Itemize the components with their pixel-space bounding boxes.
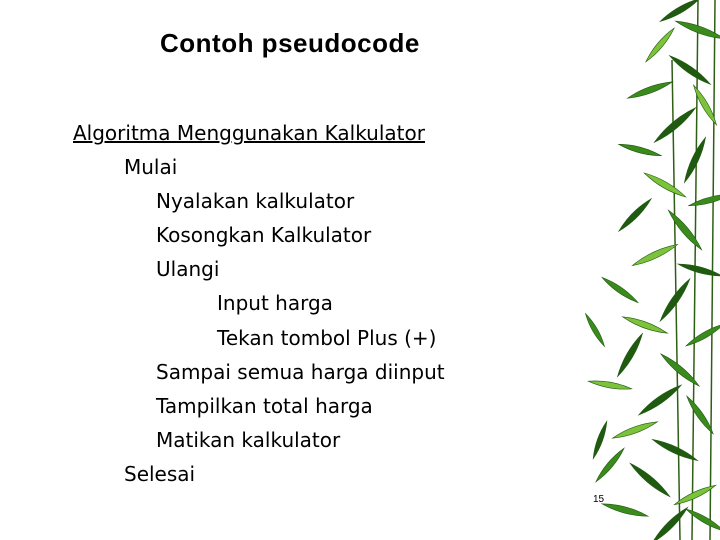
bamboo-leaf <box>668 53 713 87</box>
bamboo-leaf <box>685 322 720 349</box>
bamboo-leaf <box>618 142 662 159</box>
pseudocode-line-matikan: Matikan kalkulator <box>156 428 341 452</box>
slide-title: Contoh pseudocode <box>160 28 420 58</box>
bamboo-leaf <box>588 378 632 391</box>
pseudocode-line-selesai: Selesai <box>124 462 196 486</box>
bamboo-leaf <box>594 446 627 483</box>
bamboo-leaf <box>626 79 673 101</box>
pseudocode-line-nyalakan: Nyalakan kalkulator <box>156 189 355 213</box>
bamboo-leaf <box>615 332 646 379</box>
bamboo-leaf <box>651 436 699 463</box>
pseudocode-line-ulangi: Ulangi <box>156 257 220 281</box>
pseudocode-line-tekan-tombol: Tekan tombol Plus (+) <box>217 326 437 350</box>
bamboo-leaf <box>643 170 688 199</box>
bamboo-leaf <box>591 420 610 459</box>
bamboo-leaf <box>583 312 606 347</box>
pseudocode-line-tampilkan: Tampilkan total harga <box>156 394 373 418</box>
bamboo-leaf <box>659 351 701 388</box>
pseudocode-line-kosongkan: Kosongkan Kalkulator <box>156 223 372 247</box>
bamboo-leaf <box>631 241 679 268</box>
pseudocode-line-sampai: Sampai semua harga diinput <box>156 360 445 384</box>
pseudocode-line-mulai: Mulai <box>124 155 178 179</box>
page-number: 15 <box>593 494 605 505</box>
bamboo-leaf <box>650 505 690 540</box>
bamboo-leaf <box>677 261 720 279</box>
bamboo-leaf <box>688 192 720 209</box>
bamboo-leaf <box>652 105 698 145</box>
bamboo-leaf <box>659 0 702 24</box>
bamboo-leaf <box>628 461 672 500</box>
bamboo-leaf <box>685 507 720 534</box>
algorithm-heading: Algoritma Menggunakan Kalkulator <box>73 121 425 145</box>
pseudocode-line-input-harga: Input harga <box>217 291 333 315</box>
bamboo-leaf <box>601 501 649 519</box>
bamboo-leaf <box>681 136 708 184</box>
bamboo-leaves-icon <box>580 0 720 540</box>
bamboo-leaf <box>611 419 658 441</box>
bamboo-leaf <box>637 382 683 417</box>
bamboo-leaf <box>600 275 639 305</box>
bamboo-leaf <box>617 197 654 234</box>
